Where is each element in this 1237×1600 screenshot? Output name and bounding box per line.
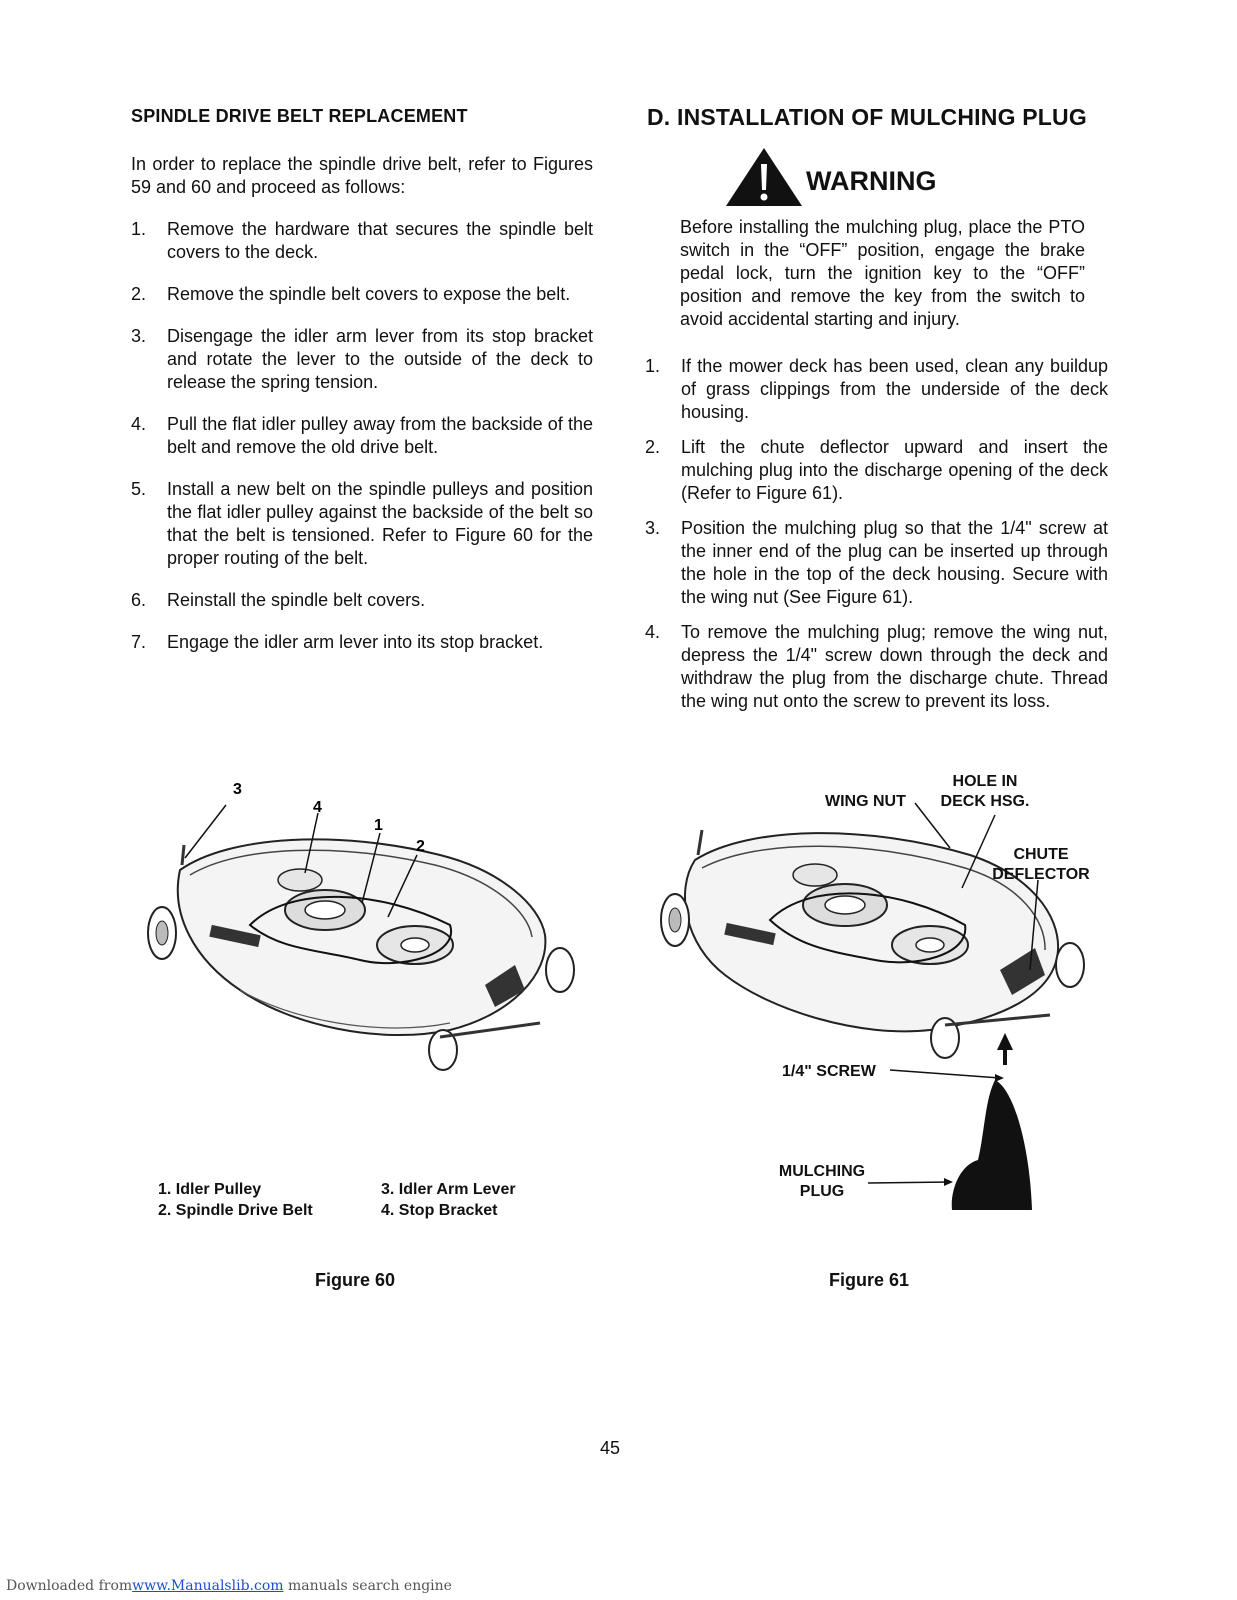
label-hole-in-deck: HOLE IN DECK HSG.: [940, 773, 1030, 810]
intro-paragraph: In order to replace the spindle drive belt, refer to Figures 59 and 60 and proceed as follows:: [131, 154, 593, 197]
section-heading-spindle: SPINDLE DRIVE BELT REPLACEMENT: [131, 106, 468, 126]
list-item: 5. Install a new belt on the spindle pulleys and position the flat idler pulley against the backside of the belt so that the belt is tensioned. Refer to Figure 60 for the proper routing of the belt.: [131, 479, 593, 568]
label-screw: 1/4" SCREW: [782, 1063, 876, 1080]
callout-1: 1: [374, 817, 383, 834]
list-item: 4. Pull the flat idler pulley away from the backside of the belt and remove the old drive belt.: [131, 414, 593, 457]
legend-item: 2. Spindle Drive Belt: [158, 1202, 313, 1219]
figure-61-deck-illustration: [640, 770, 1110, 1230]
list-item: 7. Engage the idler arm lever into its stop bracket.: [131, 632, 544, 652]
legend-item: 4. Stop Bracket: [381, 1202, 498, 1219]
list-item: 2. Remove the spindle belt covers to expose the belt.: [131, 284, 571, 304]
list-item: 3. Position the mulching plug so that the 1/4" screw at the inner end of the plug can be inserted up through the hole in the top of the deck housing. Secure with the wing nut (See Figure 61).: [645, 518, 1108, 607]
figure-60-deck-illustration: [140, 775, 580, 1075]
list-item: 4. To remove the mulching plug; remove the wing nut, depress the 1/4" screw down through the deck and withdraw the plug from the discharge chute. Thread the wing nut onto the screw to prevent its loss.: [645, 622, 1108, 711]
page-number: 45: [600, 1438, 621, 1458]
mulching-steps-list: [645, 355, 1108, 725]
label-chute-deflector: CHUTE DEFLECTOR: [992, 846, 1090, 883]
spindle-steps-list: [131, 218, 593, 673]
list-item: 1. Remove the hardware that secures the spindle belt covers to the deck.: [131, 219, 593, 262]
section-heading-mulching: D. INSTALLATION OF MULCHING PLUG: [647, 104, 1087, 130]
manualslib-link[interactable]: www.Manualslib.com: [132, 1578, 284, 1594]
figure-60-caption: Figure 60: [315, 1270, 396, 1290]
legend-item: 3. Idler Arm Lever: [381, 1181, 516, 1198]
label-wing-nut: WING NUT: [825, 793, 906, 810]
warning-paragraph: Before installing the mulching plug, place the PTO switch in the “OFF” position, engage the brake pedal lock, turn the ignition key to the “OFF” position and remove the key from the switch to avoid accidental starting and injury.: [680, 217, 1085, 329]
warning-label: WARNING: [806, 166, 937, 196]
label-mulching-plug: MULCHING PLUG: [778, 1163, 866, 1200]
legend-item: 1. Idler Pulley: [158, 1181, 262, 1198]
list-item: 3. Disengage the idler arm lever from its stop bracket and rotate the lever to the outside of the deck to release the spring tension.: [131, 326, 593, 392]
list-item: 6. Reinstall the spindle belt covers.: [131, 590, 426, 610]
download-footer: Downloaded fromwww.Manualslib.com manuals search engine: [6, 1578, 452, 1594]
callout-3: 3: [233, 781, 242, 798]
figure-61-caption: Figure 61: [829, 1270, 910, 1290]
list-item: 1. If the mower deck has been used, clean any buildup of grass clippings from the underside of the deck housing.: [645, 356, 1108, 422]
callout-2: 2: [416, 838, 425, 855]
warning-triangle-icon: [724, 146, 804, 208]
list-item: 2. Lift the chute deflector upward and insert the mulching plug into the discharge opening of the deck (Refer to Figure 61).: [645, 437, 1108, 503]
callout-4: 4: [313, 799, 322, 816]
